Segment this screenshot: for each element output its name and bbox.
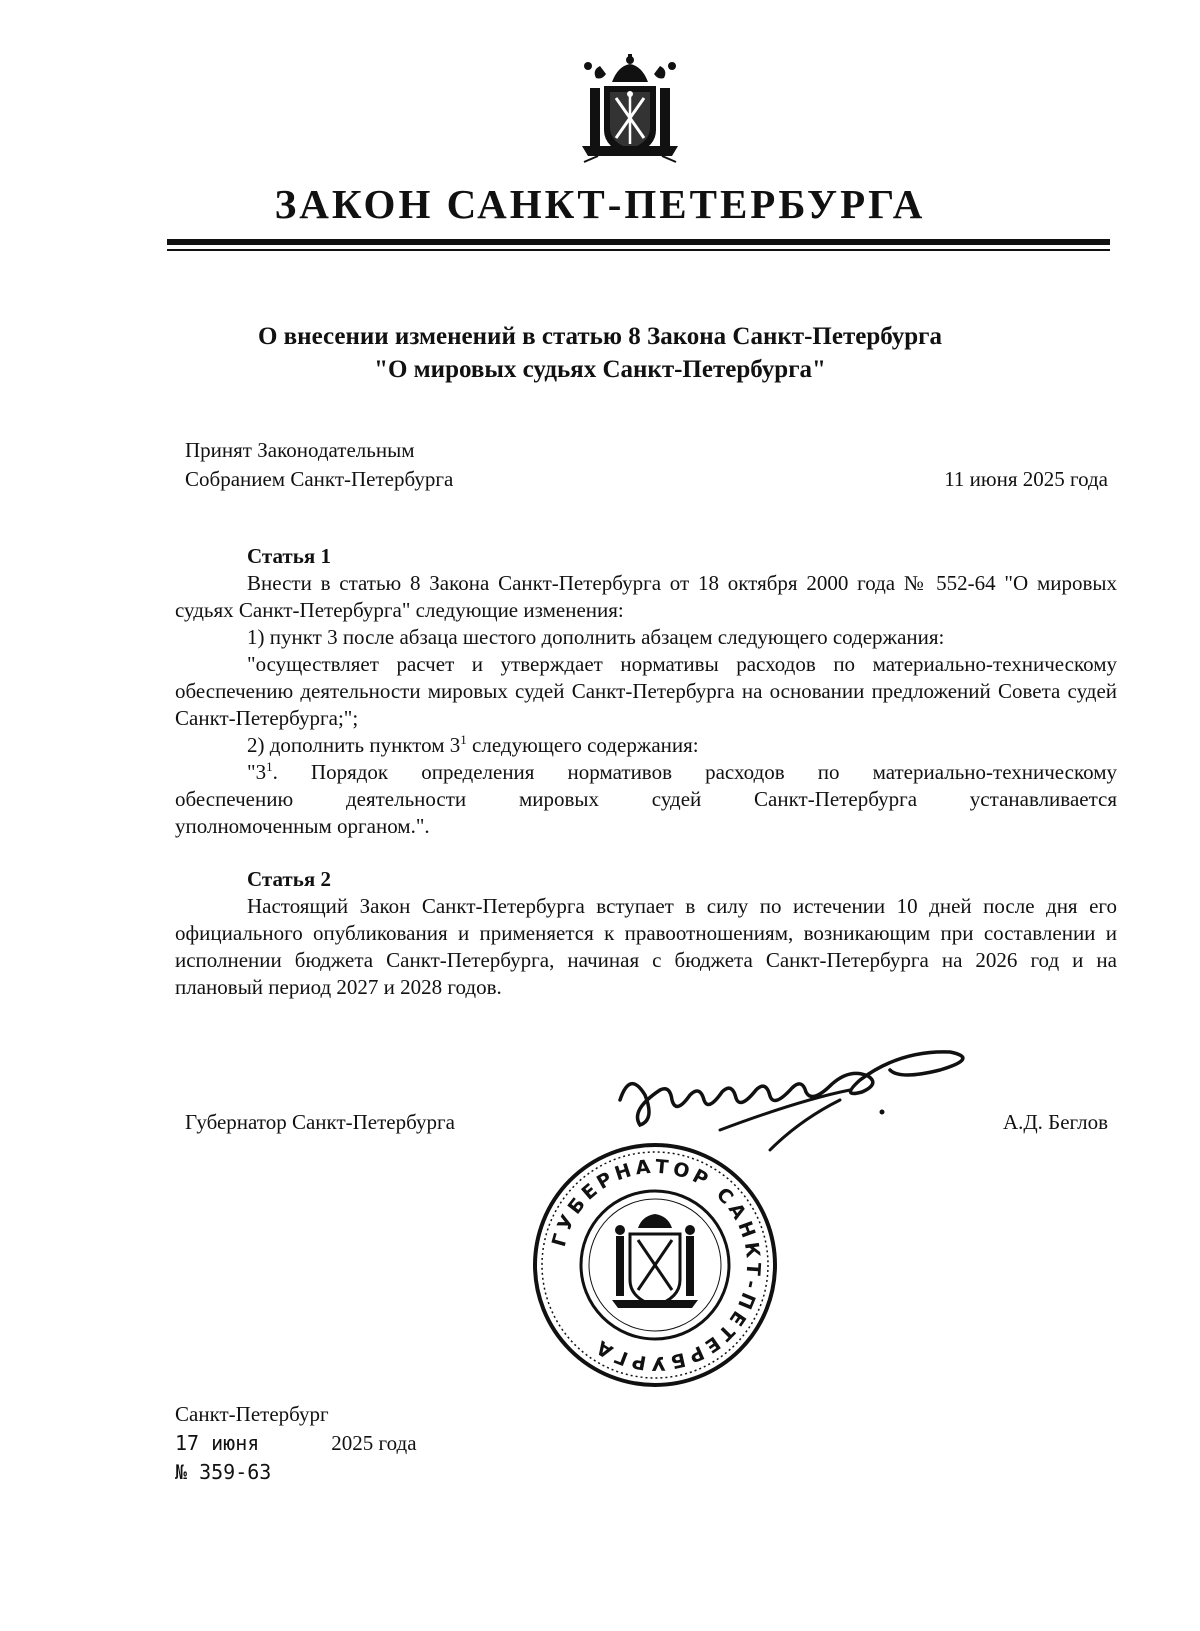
article-1-heading: Статья 1: [247, 544, 331, 568]
adoption-line-1: Принят Законодательным: [185, 438, 415, 462]
p4-post: следующего содержания:: [466, 733, 699, 757]
p4-pre: 2) дополнить пунктом 3: [247, 733, 461, 757]
p4-sup: 1: [460, 732, 467, 747]
adoption-line-2: Собранием Санкт-Петербурга: [185, 467, 454, 491]
article-1-paragraph-2: 1) пункт 3 после абзаца шестого дополнить абзацем следующего содержания:: [247, 625, 945, 649]
article-2-paragraph-1: Настоящий Закон Санкт-Петербурга вступает в силу по истечении 10 дней после дня его официального опубликования и применяется к правоотношениям, возникающим при составлении и исполнении бюджета Санкт-Петербурга, начиная с бюджета Санкт-Петербурга на 2026 год и на плановый период 2027 и 2028 годов.: [175, 894, 1117, 999]
governor-name: А.Д. Беглов: [1002, 1110, 1108, 1134]
subject-line-2: "О мировых судьях Санкт-Петербурга": [374, 356, 826, 383]
article-1-paragraph-4: [175, 732, 1117, 759]
signing-details: [175, 1400, 417, 1487]
governor-seal-icon: [530, 1140, 780, 1390]
article-1-paragraph-5-line-2: обеспечению деятельности мировых судей Санкт-Петербурга устанавливается: [175, 787, 1117, 811]
signing-place: Санкт-Петербург: [175, 1402, 329, 1426]
article-1: [175, 543, 1117, 840]
law-subject: [150, 320, 1050, 386]
p5-pre: "3: [247, 760, 267, 784]
governor-title: Губернатор Санкт-Петербурга: [185, 1110, 455, 1134]
signing-year: 2025 года: [331, 1431, 417, 1455]
article-1-paragraph-5-line-1: [175, 759, 1117, 786]
spb-coat-of-arms-icon: [570, 52, 690, 170]
subject-line-1: О внесении изменений в статью 8 Закона Санкт-Петербурга: [257, 323, 943, 350]
article-1-paragraph-3: "осуществляет расчет и утверждает нормативы расходов по материально-техническому обеспечению деятельности мировых судей Санкт-Петербурга на основании предложений Совета судей Санкт-Петербурга;";: [175, 652, 1117, 730]
article-2-heading: Статья 2: [247, 867, 331, 891]
p5-sup: 1: [266, 759, 273, 774]
signing-date: [175, 1429, 417, 1458]
adoption-statement: [185, 436, 453, 494]
adoption-date: 11 июня 2025 года: [944, 467, 1108, 491]
title-rule-thin: [167, 249, 1110, 251]
signing-day-month: 17 июня: [175, 1431, 260, 1455]
p5-line-1: . Порядок определения нормативов расходов по материально-техническому: [272, 760, 1117, 784]
article-1-paragraph-5-line-3: уполномоченным органом.".: [175, 814, 430, 838]
title-rule-thick: [167, 239, 1110, 245]
article-1-paragraph-1: Внести в статью 8 Закона Санкт-Петербурга от 18 октября 2000 года № 552-64 "О мировых судьях Санкт-Петербурга" следующие изменения:: [175, 571, 1117, 622]
document-title: ЗАКОН САНКТ-ПЕТЕРБУРГА: [274, 181, 926, 227]
article-2: [175, 866, 1117, 1001]
seal-text: ГУБЕРНАТОР САНКТ-ПЕТЕРБУРГА: [547, 1155, 765, 1375]
law-number: № 359-63: [175, 1460, 272, 1484]
